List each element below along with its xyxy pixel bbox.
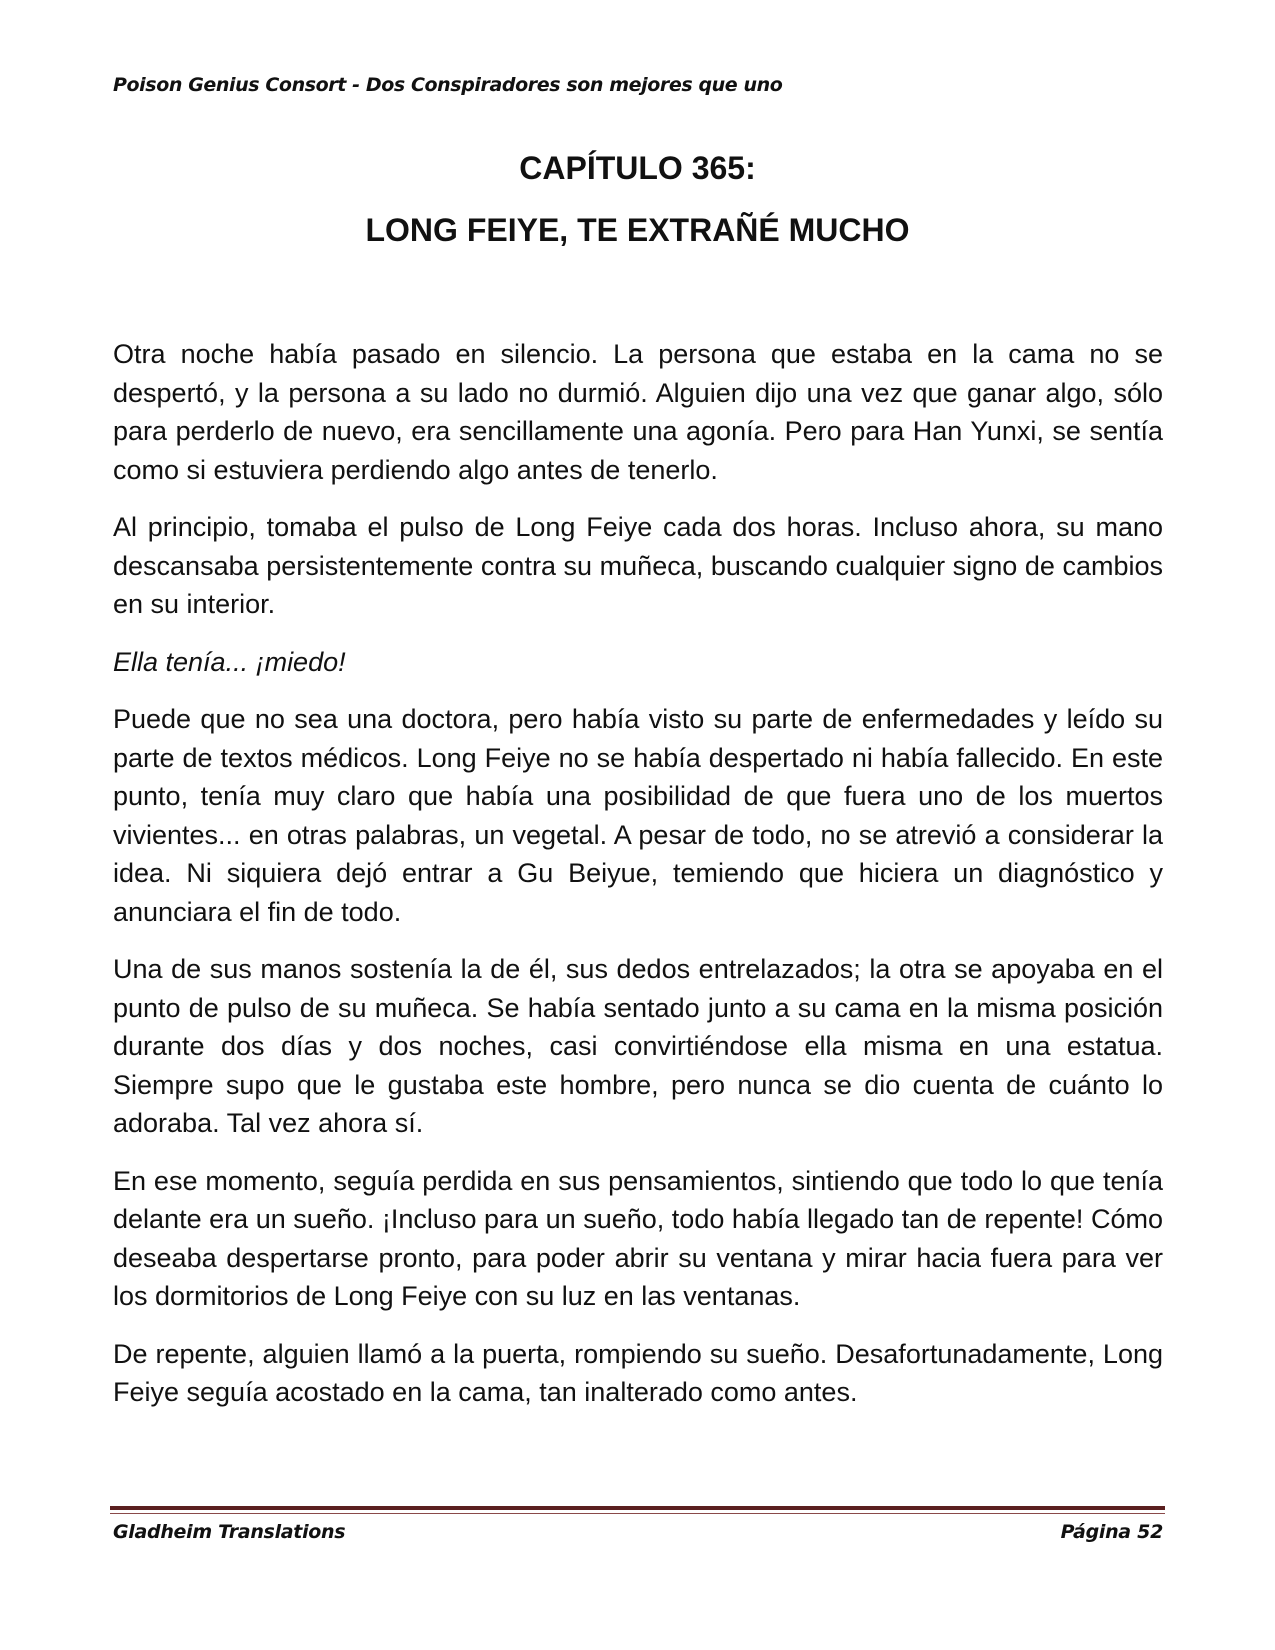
paragraph: De repente, alguien llamó a la puerta, rompiendo su sueño. Desafortunadamente, Long Feiye seguía acostado en la cama, tan inalterado como antes. — [113, 1338, 1163, 1407]
footer-divider-thin — [110, 1513, 1165, 1514]
footer-page-number: Página 52 — [1060, 1521, 1163, 1543]
footer-publisher: Gladheim Translations — [113, 1521, 346, 1543]
chapter-title: LONG FEIYE, TE EXTRAÑÉ MUCHO — [365, 212, 910, 248]
chapter-body — [113, 335, 1163, 1431]
paragraph-italic: Ella tenía... ¡miedo! — [113, 646, 346, 677]
chapter-number: CAPÍTULO 365: — [519, 150, 756, 186]
paragraph: Una de sus manos sostenía la de él, sus dedos entrelazados; la otra se apoyaba en el punto de pulso de su muñeca. Se había sentado junto a su cama en la misma posición durante dos días y dos noches, casi convirtiéndose ella misma en una estatua. Siempre supo que le gustaba este hombre, pero nunca se dio cuenta de cuánto lo adoraba. Tal vez ahora sí. — [113, 954, 1163, 1138]
footer-divider — [110, 1506, 1165, 1510]
paragraph: Otra noche había pasado en silencio. La persona que estaba en la cama no se despertó, y la persona a su lado no durmió. Alguien dijo una vez que ganar algo, sólo para perderlo de nuevo, era sencillamente una agonía. Pero para Han Yunxi, se sentía como si estuviera perdiendo algo antes de tenerlo. — [113, 339, 1163, 485]
paragraph: En ese momento, seguía perdida en sus pensamientos, sintiendo que todo lo que tenía delante era un sueño. ¡Incluso para un sueño, todo había llegado tan de repente! Cómo deseaba despertarse pronto, para poder abrir su ventana y mirar hacia fuera para ver los dormitorios de Long Feiye con su luz en las ventanas. — [113, 1165, 1163, 1311]
paragraph: Puede que no sea una doctora, pero había visto su parte de enfermedades y leído su parte de textos médicos. Long Feiye no se había despertado ni había fallecido. En este punto, tenía muy claro que había una posibilidad de que fuera uno de los muertos vivientes... en otras palabras, un vegetal. A pesar de todo, no se atrevió a considerar la idea. Ni siquiera dejó entrar a Gu Beiyue, temiendo que hiciera un diagnóstico y anunciara el fin de todo. — [113, 704, 1163, 927]
running-header: Poison Genius Consort - Dos Conspiradores son mejores que uno — [113, 74, 783, 96]
paragraph: Al principio, tomaba el pulso de Long Feiye cada dos horas. Incluso ahora, su mano descansaba persistentemente contra su muñeca, buscando cualquier signo de cambios en su interior. — [113, 512, 1163, 619]
